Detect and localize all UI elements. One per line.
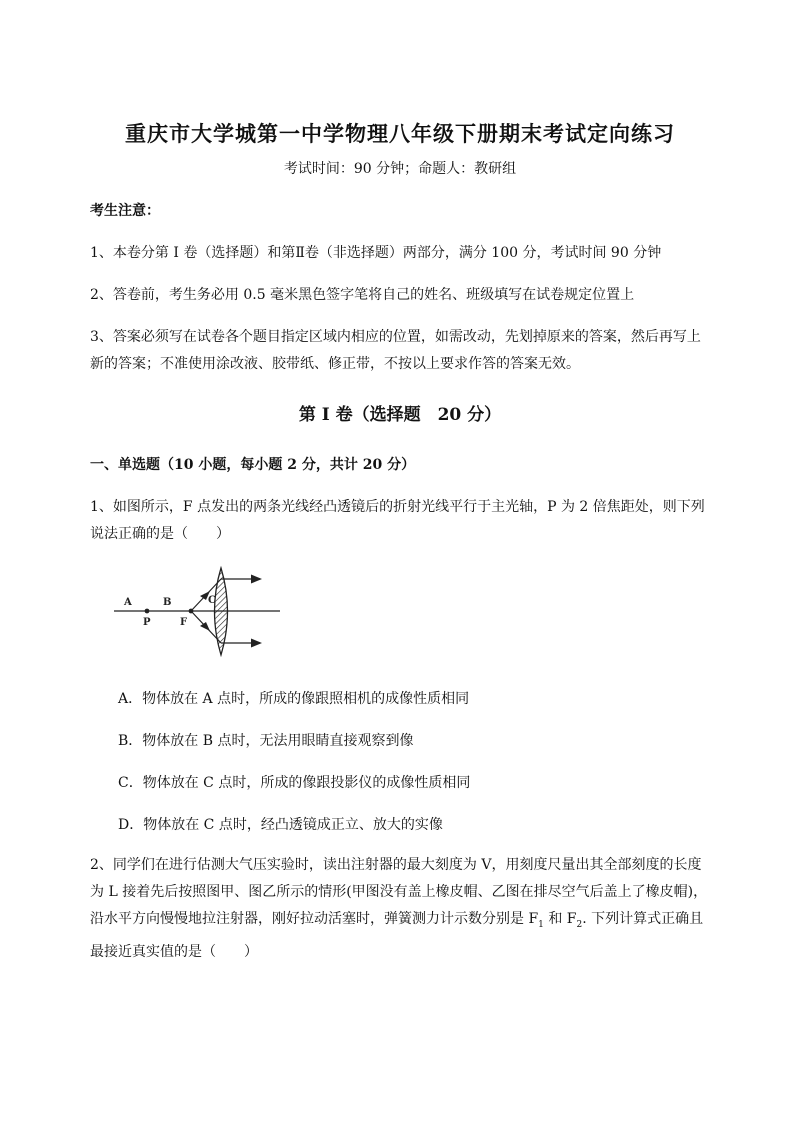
exam-title: 重庆市大学城第一中学物理八年级下册期末考试定向练习 [125, 121, 675, 146]
exam-subtitle: 考试时间：90 分钟；命题人：教研组 [283, 161, 517, 177]
option-a: A．物体放在 A 点时，所成的像跟照相机的成像性质相同 [118, 691, 470, 707]
lens-diagram [112, 563, 287, 663]
label-c: C [208, 595, 216, 606]
convex-lens [215, 568, 228, 655]
arrow-ray-down-icon [200, 622, 210, 631]
question-2-text-a: 2、同学们在进行估测大气压实验时，读出注射器的最大刻度为 V，用刻度尺量出其全部刻度的长度为 L 接着先后按照图甲、图乙所示的情形(甲图没有盖上橡皮帽、乙图在排尽空气后盖上了橡皮帽)，沿水平方向慢慢地拉注射器，刚好拉动活塞时，弹簧测力计示数分别是 F [90, 857, 708, 927]
point-p [145, 609, 150, 614]
subscript-2: 2 [576, 919, 583, 930]
option-b: B．物体放在 B 点时，无法用眼睛直接观察到像 [118, 733, 414, 749]
question-2-stem [90, 852, 712, 966]
notice-item-3: 3、答案必须写在试卷各个题目指定区域内相应的位置，如需改动，先划掉原来的答案，然后再写上新的答案；不准使用涂改液、胶带纸、修正带，不按以上要求作答的答案无效。 [90, 329, 701, 372]
notice-item-1: 1、本卷分第 I 卷（选择题）和第Ⅱ卷（非选择题）两部分，满分 100 分，考试时间 90 分钟 [90, 245, 662, 261]
label-f: F [180, 617, 188, 628]
label-a: A [124, 597, 132, 608]
subscript-1: 1 [538, 919, 544, 930]
label-b: B [163, 597, 172, 608]
label-p: P [143, 617, 151, 628]
arrow-lower-icon [251, 639, 262, 648]
notice-heading: 考生注意： [90, 203, 160, 219]
section-title: 第 I 卷（选择题 20 分） [298, 405, 502, 425]
option-d: D．物体放在 C 点时，经凸透镜成正立、放大的实像 [118, 817, 443, 833]
point-f [189, 609, 194, 614]
notice-item-2: 2、答卷前，考生务必用 0.5 毫米黑色签字笔将自己的姓名、班级填写在试卷规定位置上 [90, 287, 635, 303]
question-2-text-b: 和 F [543, 911, 577, 927]
arrow-upper-icon [251, 575, 262, 584]
option-c: C．物体放在 C 点时，所成的像跟投影仪的成像性质相同 [118, 775, 471, 791]
part-heading: 一、单选题（10 小题，每小题 2 分，共计 20 分） [90, 457, 416, 473]
question-2-text-c: . 下列计算式正确且最接近真实值的是（ ） [90, 911, 704, 960]
question-1-stem: 1、如图所示，F 点发出的两条光线经凸透镜后的折射光线平行于主光轴，P 为 2 倍焦距处，则下列说法正确的是（ ） [90, 499, 705, 542]
